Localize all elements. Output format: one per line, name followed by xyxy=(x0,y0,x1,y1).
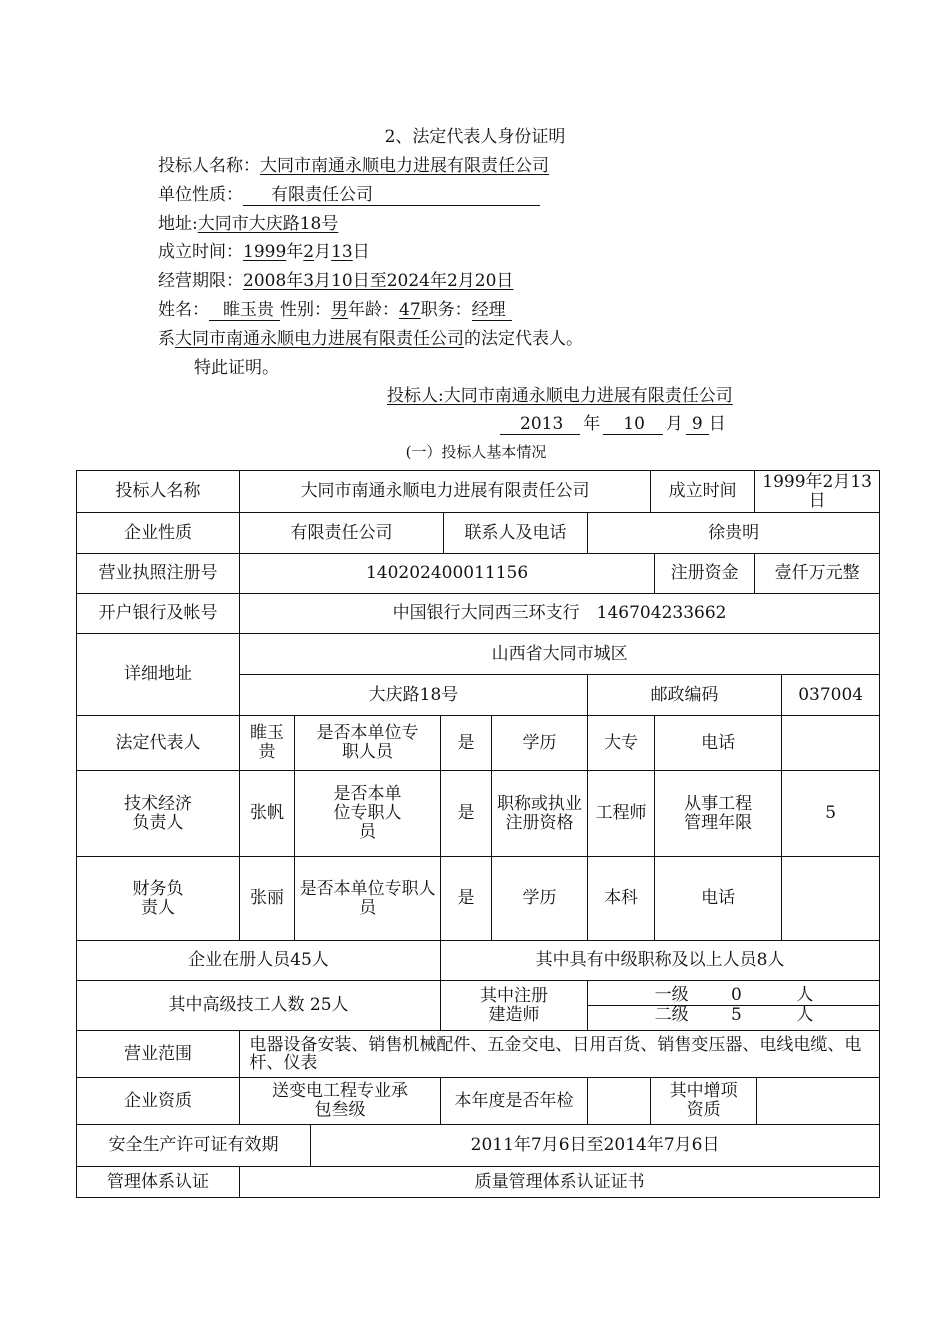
cell-license: 140202400011156 xyxy=(240,554,655,594)
cell-finance-edu-label: 学历 xyxy=(492,857,588,941)
cell-builders xyxy=(588,981,880,1031)
cell-tech-fulltime-label: 是否本单位专职人员 xyxy=(295,771,441,857)
sign-date-line: 2013 年 10 月 9 日 xyxy=(500,413,726,435)
table-row xyxy=(77,1031,880,1078)
cell-staff-total: 企业在册人员45人 xyxy=(77,941,441,981)
cell-address-label: 详细地址 xyxy=(77,634,240,716)
cell-title: 工程师 xyxy=(588,771,655,857)
builder-row-level2: 二级 5 人 xyxy=(654,1005,814,1025)
cell-finance-label: 财务负责人 xyxy=(77,857,240,941)
cell-mgmt-cert: 质量管理体系认证证书 xyxy=(240,1167,880,1198)
cell-mgmt-cert-label: 管理体系认证 xyxy=(77,1167,240,1198)
rep-position: 经理 xyxy=(471,300,506,320)
cell-address-line1: 山西省大同市城区 xyxy=(240,634,880,675)
table-row xyxy=(77,857,880,941)
cell-safety: 2011年7月6日至2014年7月6日 xyxy=(311,1125,880,1167)
cell-edu-label: 学历 xyxy=(492,716,588,771)
cell-finance-fulltime: 是 xyxy=(441,857,492,941)
table-row xyxy=(77,1078,880,1125)
term-value: 2008年3月10日至2024年2月20日 xyxy=(243,271,514,291)
unit-nature-value: 有限责任公司 xyxy=(243,185,540,206)
cell-nature: 有限责任公司 xyxy=(240,513,444,554)
rep-name: 睢玉贵 xyxy=(223,300,274,320)
cell-tech-lead-label: 技术经济负责人 xyxy=(77,771,240,857)
cell-phone-label: 电话 xyxy=(655,716,782,771)
address-label: 地址: xyxy=(158,214,198,234)
address-line xyxy=(158,213,338,235)
cell-legal-rep: 睢玉贵 xyxy=(240,716,295,771)
cell-safety-label: 安全生产许可证有效期 xyxy=(77,1125,311,1167)
cell-contact: 徐贵明 xyxy=(588,513,880,554)
signature: 投标人:大同市南通永顺电力进展有限责任公司 xyxy=(387,386,733,406)
signature-line xyxy=(387,385,733,407)
cell-postcode: 037004 xyxy=(782,675,880,716)
table-row xyxy=(77,1167,880,1198)
address-value: 大同市大庆路18号 xyxy=(197,214,339,234)
table-row xyxy=(77,1125,880,1167)
founded-label: 成立时间： xyxy=(158,242,243,262)
cell-scope: 电器设备安装、销售机械配件、五金交电、日用百货、销售变压器、电线电缆、电杆、仪表 xyxy=(240,1031,880,1078)
statement-line: 系大同市南通永顺电力进展有限责任公司的法定代表人。 xyxy=(158,329,583,349)
cell-contact-label: 联系人及电话 xyxy=(444,513,588,554)
cell-founded-label: 成立时间 xyxy=(651,471,755,513)
cell-tech-lead: 张帆 xyxy=(240,771,295,857)
cell-finance-fulltime-label: 是否本单位专职人员 xyxy=(295,857,441,941)
cell-annual-check xyxy=(588,1078,651,1125)
cell-finance-lead: 张丽 xyxy=(240,857,295,941)
cell-bank-label: 开户银行及帐号 xyxy=(77,594,240,634)
term-label: 经营期限： xyxy=(158,271,243,291)
certify-line: 特此证明。 xyxy=(194,358,279,378)
table-row xyxy=(77,554,880,594)
cell-legal-rep-label: 法定代表人 xyxy=(77,716,240,771)
bidder-info-table xyxy=(76,470,880,1198)
cell-fulltime: 是 xyxy=(441,716,492,771)
table-row xyxy=(77,634,880,675)
cell-capital: 壹仟万元整 xyxy=(755,554,880,594)
cell-fulltime-label: 是否本单位专职人员 xyxy=(295,716,441,771)
doc-title: 2、法定代表人身份证明 xyxy=(384,127,566,147)
cell-annual-check-label: 本年度是否年检 xyxy=(441,1078,588,1125)
cell-tech-fulltime: 是 xyxy=(441,771,492,857)
cell-builders-label: 其中注册建造师 xyxy=(441,981,588,1031)
bidder-name-value: 大同市南通永顺电力进展有限责任公司 xyxy=(260,156,549,176)
table-row xyxy=(77,941,880,981)
cell-scope-label: 营业范围 xyxy=(77,1031,240,1078)
table-row xyxy=(77,513,880,554)
cell-finance-phone-label: 电话 xyxy=(655,857,782,941)
cell-phone xyxy=(782,716,880,771)
cell-mgmt-years: 5 xyxy=(782,771,880,857)
cell-license-label: 营业执照注册号 xyxy=(77,554,240,594)
cell-title-label: 职称或执业注册资格 xyxy=(492,771,588,857)
table-row xyxy=(77,771,880,857)
cell-founded: 1999年2月13日 xyxy=(755,471,880,513)
cell-postcode-label: 邮政编码 xyxy=(588,675,782,716)
cell-nature-label: 企业性质 xyxy=(77,513,240,554)
table-row xyxy=(77,471,880,513)
table-row xyxy=(77,716,880,771)
cell-address-line2: 大庆路18号 xyxy=(240,675,588,716)
cell-finance-phone xyxy=(782,857,880,941)
person-line: 姓名： 睢玉贵 性别：男年龄：47职务：经理 xyxy=(158,299,512,321)
cell-senior-techs: 其中高级技工人数 25人 xyxy=(77,981,441,1031)
table-row xyxy=(77,594,880,634)
term-line xyxy=(158,270,513,292)
cell-edu: 大专 xyxy=(588,716,655,771)
bidder-name-line xyxy=(158,155,549,177)
cell-qualification-label: 企业资质 xyxy=(77,1078,240,1125)
cell-extra-qual xyxy=(757,1078,880,1125)
unit-nature-label: 单位性质： xyxy=(158,185,243,205)
cell-staff-mid-title: 其中具有中级职称及以上人员8人 xyxy=(441,941,880,981)
bidder-name-label: 投标人名称： xyxy=(158,156,260,176)
unit-nature-line xyxy=(158,184,540,206)
cell-qualification: 送变电工程专业承包叁级 xyxy=(240,1078,441,1125)
founded-line: 成立时间：1999年2月13日 xyxy=(158,242,370,262)
builders-subtable xyxy=(588,986,879,1025)
table-row xyxy=(77,981,880,1031)
cell-bidder-name-label: 投标人名称 xyxy=(77,471,240,513)
cell-capital-label: 注册资金 xyxy=(655,554,755,594)
cell-extra-qual-label: 其中增项资质 xyxy=(651,1078,757,1125)
builder-row-level1: 一级 0 人 xyxy=(588,986,879,1006)
cell-finance-edu: 本科 xyxy=(588,857,655,941)
cell-bank: 中国银行大同西三环支行 146704233662 xyxy=(240,594,880,634)
cell-mgmt-years-label: 从事工程管理年限 xyxy=(655,771,782,857)
section-title: (一）投标人基本情况 xyxy=(405,443,547,461)
cell-bidder-name: 大同市南通永顺电力进展有限责任公司 xyxy=(240,471,651,513)
